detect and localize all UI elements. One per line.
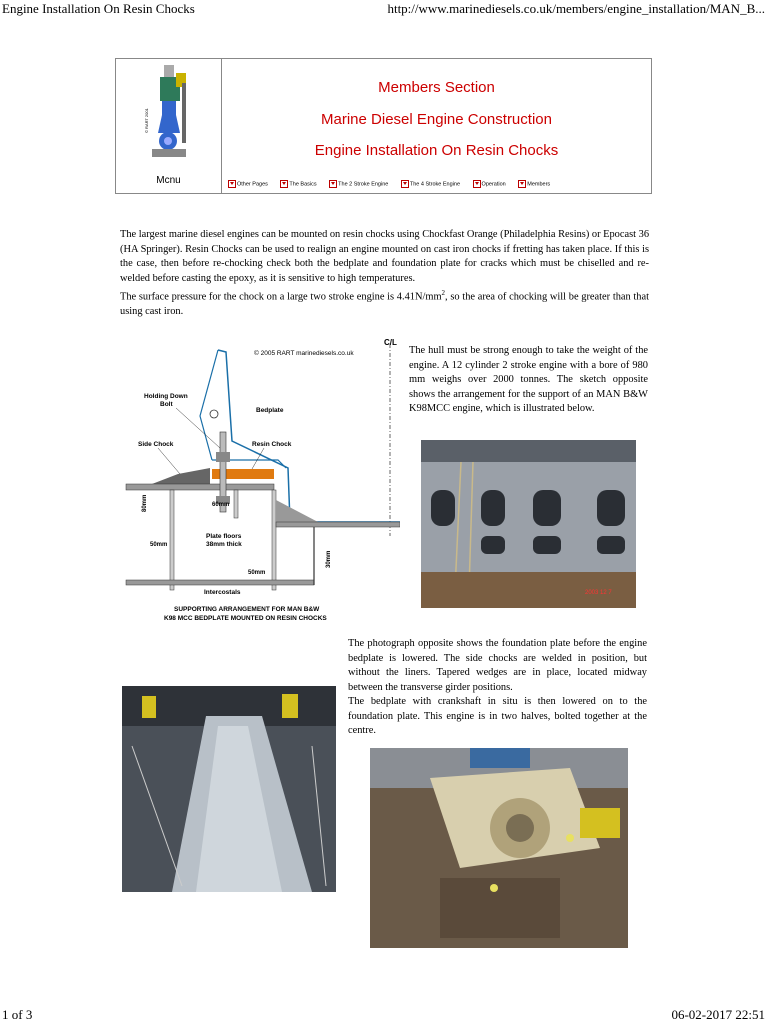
intro-paragraph-2: The surface pressure for the chock on a large two stroke engine is $4.41N/mm^2$, so the area of chocking will be greater than that using cast iron.	[120, 289, 649, 317]
header-titles	[222, 79, 651, 174]
nav-the-basics[interactable]: The Basics	[280, 180, 316, 188]
label-plate-floors-2: 38mm thick	[206, 541, 242, 548]
engine-logo[interactable]	[142, 63, 202, 163]
print-datetime: 06-02-2017 22:51	[671, 1007, 765, 1022]
label-dim-50b: 50mm	[248, 570, 266, 576]
hull-girders-photo	[421, 440, 636, 608]
browser-page-title: Engine Installation On Resin Chocks	[2, 1, 195, 16]
foundation-text	[348, 637, 647, 739]
hull-strength-text: The hull must be strong enough to take the weight of the engine. A 12 cylinder 2 stroke engine with a bore of 980 mm weighs over 2000 tonnes. The sketch opposite shows the arrangement for the support of an MAN B&W K98MCC engine, which is illustrated below.	[409, 345, 648, 414]
nav-menu	[228, 180, 561, 188]
title-construction: Marine Diesel Engine Construction	[321, 110, 552, 128]
dropdown-arrow-icon	[518, 180, 526, 188]
label-plate-floors-1: Plate floors	[206, 533, 242, 540]
centerline-label: C/L	[384, 338, 397, 347]
bedplate-lowering-photo	[370, 748, 628, 948]
intro-paragraph-1: The largest marine diesel engines can be mounted on resin chocks using Chockfast Orange (Philadelphia Resins) or Epocast 36 (HA Springer). Resin Chocks can be used to realign an engine mounted on cast iron chocks if fretting has taken place. If this is the case, then before re-chocking check both the bedplate and foundation plate for cracks which must be chiselled and re-welded before casting the epoxy, as it is sensitive to high temperatures.	[120, 229, 650, 284]
page-number: 1 of 3	[2, 1007, 33, 1022]
logo-cell	[116, 59, 222, 193]
label-dim-50a: 50mm	[150, 542, 168, 548]
nav-4-stroke[interactable]: The 4 Stroke Engine	[401, 180, 460, 188]
label-dim-30: 30mm	[326, 550, 332, 568]
label-intercostals: Intercostals	[204, 589, 241, 596]
label-bedplate: Bedplate	[256, 407, 284, 414]
diagram-caption-1: SUPPORTING ARRANGEMENT FOR MAN B&W	[174, 606, 320, 613]
label-dim-80: 80mm	[142, 494, 148, 512]
label-side-chock: Side Chock	[138, 441, 174, 448]
nav-other-pages[interactable]: Other Pages	[228, 180, 268, 188]
dropdown-arrow-icon	[329, 180, 337, 188]
title-resin-chocks: Engine Installation On Resin Chocks	[314, 142, 559, 159]
nav-members[interactable]: Members	[518, 180, 550, 188]
foundation-plate-photo	[122, 686, 336, 892]
label-holding-down-1: Holding Down	[144, 393, 188, 400]
dropdown-arrow-icon	[280, 180, 288, 188]
label-resin-chock: Resin Chock	[252, 441, 292, 448]
title-members-section: Members Section	[378, 79, 495, 96]
label-holding-down-2: Bolt	[160, 401, 173, 408]
label-dim-60: 60mm	[212, 502, 230, 508]
dropdown-arrow-icon	[401, 180, 409, 188]
intro-text	[120, 228, 649, 319]
foundation-paragraph-1: The photograph opposite shows the foundation plate before the engine bedplate is lowered. The side chocks are welded in position, but without the liners. Tapered wedges are in place, located midway between the transverse girder positions.	[348, 638, 647, 693]
diagram-copyright: © 2005 RART marinediesels.co.uk	[254, 350, 354, 357]
dropdown-arrow-icon	[228, 180, 236, 188]
nav-operation[interactable]: Operation	[473, 180, 506, 188]
bedplate-diagram	[118, 336, 400, 626]
diagram-caption-2: K98 MCC BEDPLATE MOUNTED ON RESIN CHOCKS	[164, 615, 327, 622]
logo-caption: © RART 2001	[144, 108, 149, 133]
dropdown-arrow-icon	[473, 180, 481, 188]
nav-2-stroke[interactable]: The 2 Stroke Engine	[329, 180, 388, 188]
foundation-paragraph-2: The bedplate with crankshaft in situ is then lowered on to the foundation plate. This engine is in two halves, bolted together at the centre.	[348, 696, 647, 736]
menu-label[interactable]: Mcnu	[156, 175, 181, 186]
browser-url[interactable]: http://www.marinediesels.co.uk/members/engine_installation/MAN_B...	[387, 1, 765, 16]
site-header	[115, 58, 652, 194]
photo-date-stamp-1: 2003 12 7	[585, 590, 612, 596]
